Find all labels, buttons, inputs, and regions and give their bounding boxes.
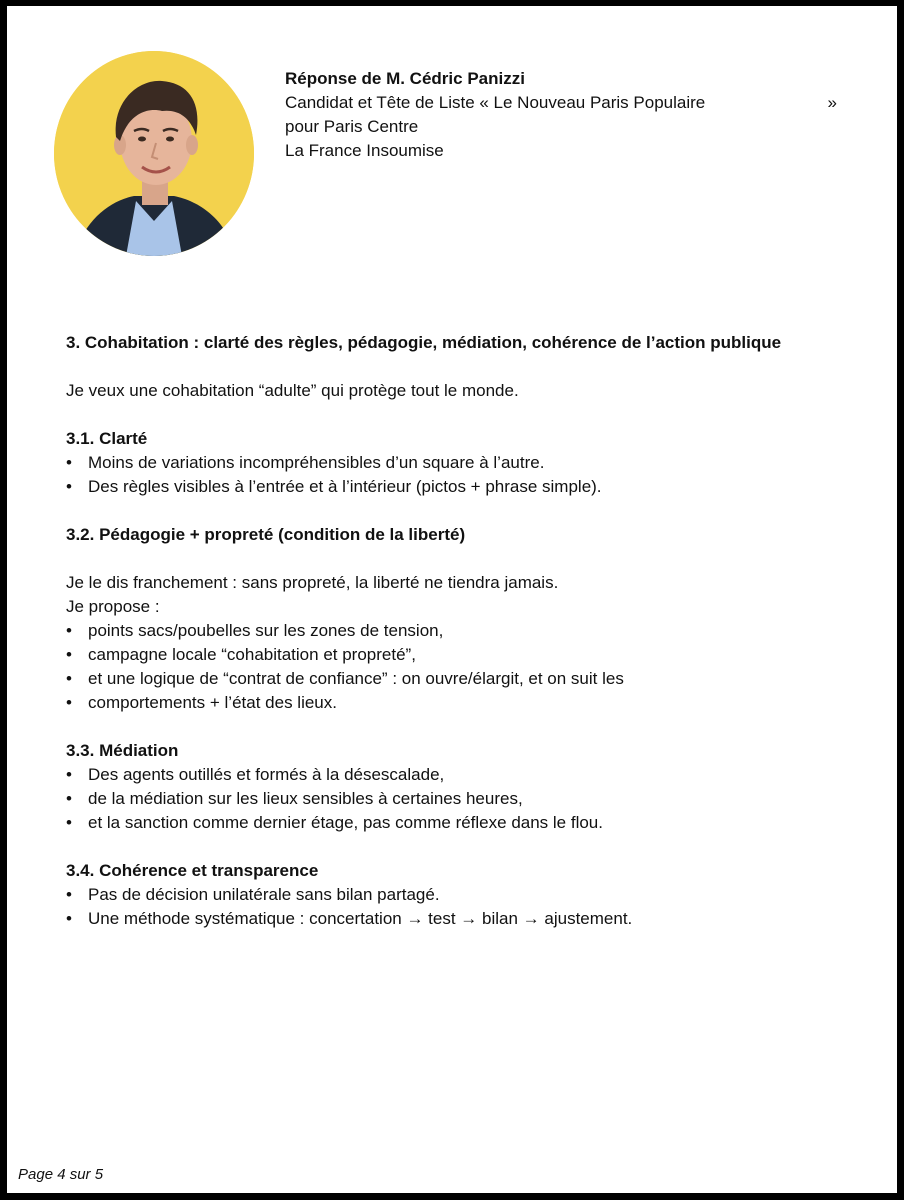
candidate-photo xyxy=(54,51,254,256)
list-item xyxy=(66,619,846,643)
list-item xyxy=(66,811,846,835)
list-item xyxy=(66,667,846,691)
bullet-list-pedagogie xyxy=(66,619,846,715)
bullet-icon: • xyxy=(66,909,72,928)
bullet-icon: • xyxy=(66,813,72,832)
pedagogie-proposal-intro: Je propose : xyxy=(66,597,160,616)
list-item-text: et la sanction comme dernier étage, pas comme réflexe dans le flou. xyxy=(88,813,603,832)
document-body xyxy=(66,331,846,931)
bullet-icon: • xyxy=(66,645,72,664)
list-item-text: Moins de variations incompréhensibles d’un square à l’autre. xyxy=(88,453,545,472)
list-item xyxy=(66,643,846,667)
list-item xyxy=(66,451,846,475)
list-item xyxy=(66,475,846,499)
bullet-icon: • xyxy=(66,477,72,496)
list-item xyxy=(66,787,846,811)
bullet-list-clarte xyxy=(66,451,846,499)
list-item-text: et une logique de “contrat de confiance” : on ouvre/élargit, et on suit les xyxy=(88,669,624,688)
list-item-text: Des règles visibles à l’entrée et à l’intérieur (pictos + phrase simple). xyxy=(88,477,602,496)
bullet-list-mediation xyxy=(66,763,846,835)
list-item-text: Pas de décision unilatérale sans bilan partagé. xyxy=(88,885,440,904)
bullet-list-coherence xyxy=(66,883,846,931)
bullet-icon: • xyxy=(66,669,72,688)
list-item xyxy=(66,883,846,907)
subsection-title-pedagogie: 3.2. Pédagogie + propreté (condition de la liberté) xyxy=(66,525,466,544)
subsection-title-coherence: 3.4. Cohérence et transparence xyxy=(66,861,319,880)
respondent-district: pour Paris Centre xyxy=(285,117,419,136)
bullet-icon: • xyxy=(66,885,72,904)
section-title: 3. Cohabitation : clarté des règles, pédagogie, médiation, cohérence de l’action publique xyxy=(66,333,782,352)
respondent-party: La France Insoumise xyxy=(285,141,444,160)
bullet-icon: • xyxy=(66,621,72,640)
list-item-text: Des agents outillés et formés à la désescalade, xyxy=(88,765,445,784)
list-item-text: de la médiation sur les lieux sensibles à certaines heures, xyxy=(88,789,523,808)
list-item-text: Une méthode systématique : concertation → test → bilan → ajustement. xyxy=(88,909,633,928)
bullet-icon: • xyxy=(66,693,72,712)
pedagogie-statement: Je le dis franchement : sans propreté, la liberté ne tiendra jamais. xyxy=(66,573,559,592)
bullet-icon: • xyxy=(66,765,72,784)
list-item xyxy=(66,691,846,715)
subsection-title-mediation: 3.3. Médiation xyxy=(66,741,179,760)
list-item-text: comportements + l’état des lieux. xyxy=(88,693,337,712)
respondent-header xyxy=(285,67,837,163)
document-page xyxy=(7,6,897,1193)
list-item xyxy=(66,907,846,931)
list-item xyxy=(66,763,846,787)
list-item-text: campagne locale “cohabitation et propreté”, xyxy=(88,645,416,664)
respondent-role-text: Candidat et Tête de Liste « Le Nouveau Paris Populaire xyxy=(285,93,706,112)
section-intro: Je veux une cohabitation “adulte” qui protège tout le monde. xyxy=(66,381,519,400)
bullet-icon: • xyxy=(66,453,72,472)
bullet-icon: • xyxy=(66,789,72,808)
respondent-name: Réponse de M. Cédric Panizzi xyxy=(285,69,525,88)
page-number: Page 4 sur 5 xyxy=(18,1166,104,1183)
respondent-role xyxy=(285,91,837,115)
list-item-text: points sacs/poubelles sur les zones de tension, xyxy=(88,621,444,640)
subsection-title-clarte: 3.1. Clarté xyxy=(66,429,148,448)
respondent-role-closing-quote: » xyxy=(827,93,837,112)
